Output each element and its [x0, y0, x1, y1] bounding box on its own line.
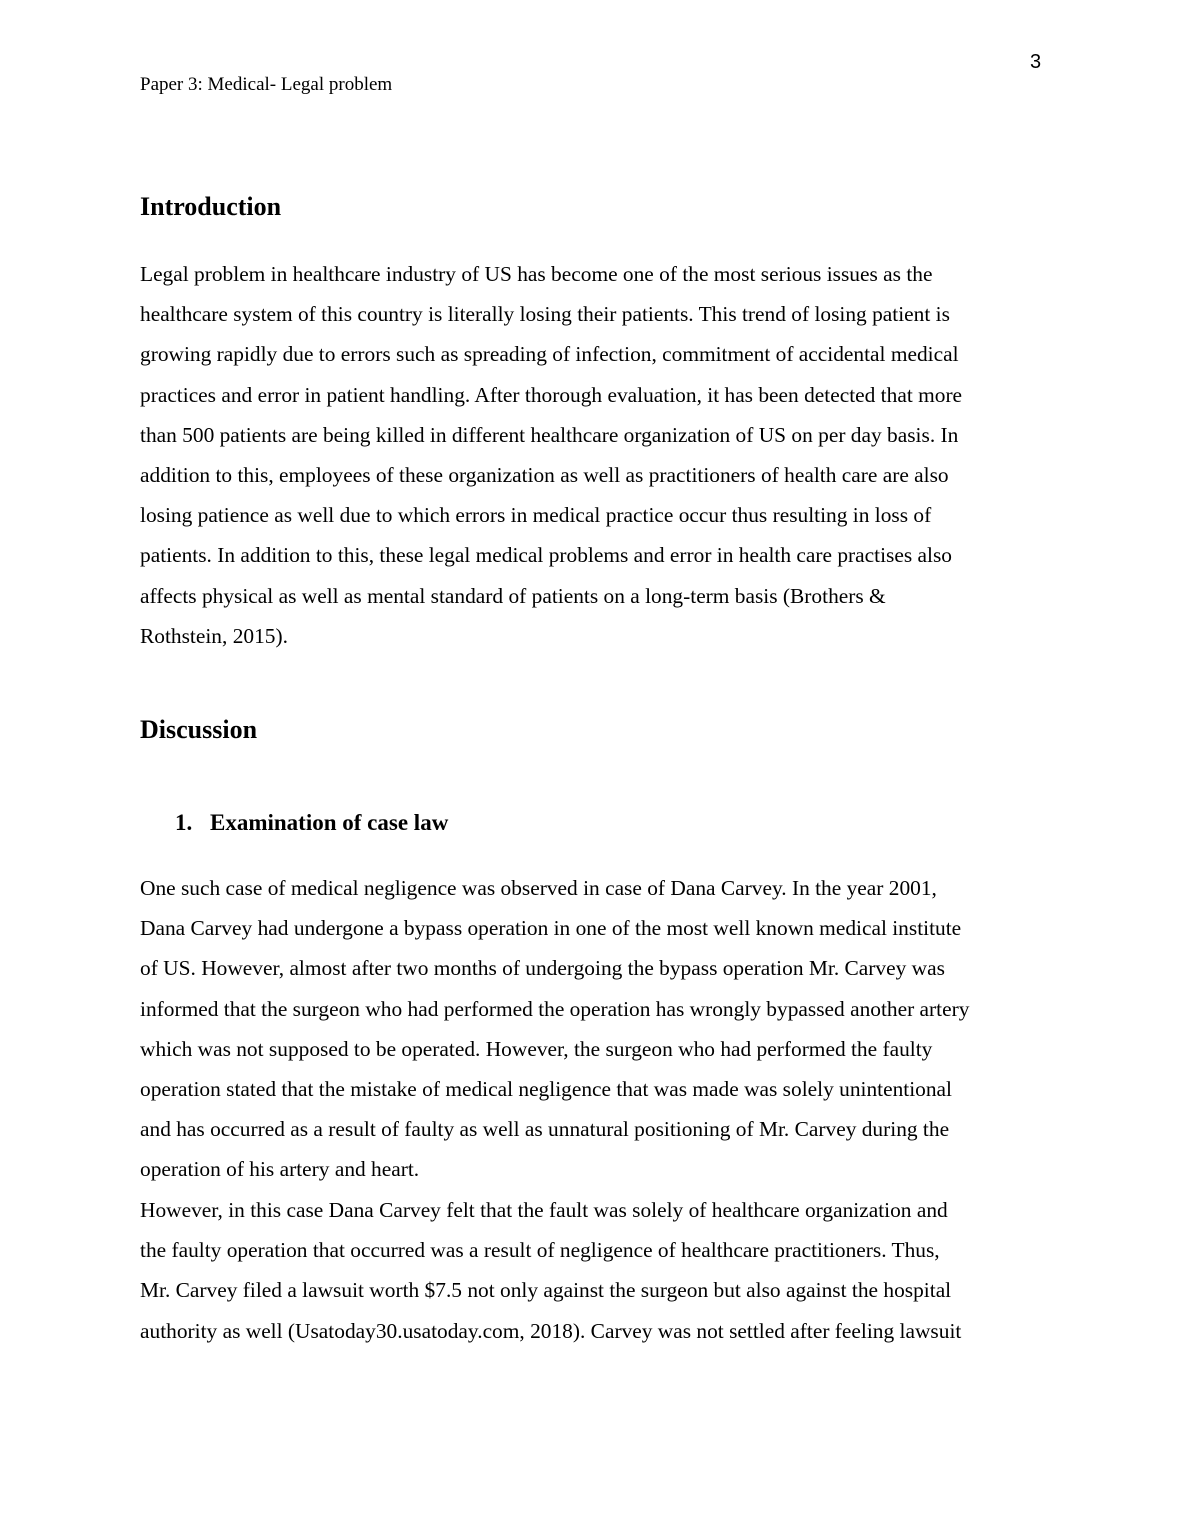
introduction-line: practices and error in patient handling. After thorough evaluation, it has been detected that more	[140, 382, 963, 407]
introduction-heading: Introduction	[140, 192, 282, 221]
page-number: 3	[1030, 51, 1042, 73]
paragraph-line: Mr. Carvey filed a lawsuit worth $7.5 not only against the surgeon but also against the hospital	[140, 1278, 952, 1303]
introduction-line: affects physical as well as mental standard of patients on a long-term basis (Brothers &	[140, 583, 886, 608]
introduction-line: addition to this, employees of these organization as well as practitioners of health care are also	[140, 463, 949, 488]
introduction-line: losing patience as well due to which errors in medical practice occur thus resulting in loss of	[140, 503, 932, 528]
subsection-number: 1.	[175, 810, 193, 835]
paragraph-line: authority as well (Usatoday30.usatoday.com, 2018). Carvey was not settled after feeling lawsuit	[140, 1318, 962, 1343]
paragraph-line: and has occurred as a result of faulty as well as unnatural positioning of Mr. Carvey during the	[140, 1117, 950, 1142]
introduction-line: healthcare system of this country is literally losing their patients. This trend of losing patient is	[140, 302, 950, 327]
introduction-line: Legal problem in healthcare industry of US has become one of the most serious issues as the	[140, 262, 933, 286]
discussion-paragraph-2	[140, 1190, 1050, 1351]
subsection-title: Examination of case law	[210, 810, 449, 835]
paragraph-line: the faulty operation that occurred was a result of negligence of healthcare practitioners. Thus,	[140, 1238, 940, 1263]
introduction-line: than 500 patients are being killed in different healthcare organization of US on per day basis. In	[140, 422, 959, 447]
paragraph-line: informed that the surgeon who had performed the operation has wrongly bypassed another artery	[140, 996, 970, 1021]
discussion-paragraph-1	[140, 868, 1050, 1190]
subsection-heading	[175, 809, 448, 837]
paragraph-line: operation of his artery and heart.	[140, 1157, 420, 1182]
introduction-paragraph	[140, 254, 1050, 656]
paragraph-line: One such case of medical negligence was observed in case of Dana Carvey. In the year 2001,	[140, 876, 937, 900]
paragraph-line: which was not supposed to be operated. However, the surgeon who had performed the faulty	[140, 1036, 933, 1061]
introduction-line: growing rapidly due to errors such as spreading of infection, commitment of accidental medical	[140, 342, 959, 367]
introduction-line: patients. In addition to this, these legal medical problems and error in health care practises also	[140, 543, 952, 568]
paragraph-line: Dana Carvey had undergone a bypass operation in one of the most well known medical institute	[140, 916, 962, 941]
paragraph-line: However, in this case Dana Carvey felt that the fault was solely of healthcare organization and	[140, 1198, 948, 1222]
paragraph-line: of US. However, almost after two months of undergoing the bypass operation Mr. Carvey was	[140, 956, 945, 981]
running-head: Paper 3: Medical- Legal problem	[140, 74, 393, 95]
discussion-heading: Discussion	[140, 715, 258, 744]
introduction-line: Rothstein, 2015).	[140, 623, 288, 648]
paragraph-line: operation stated that the mistake of medical negligence that was made was solely unintentional	[140, 1077, 952, 1102]
